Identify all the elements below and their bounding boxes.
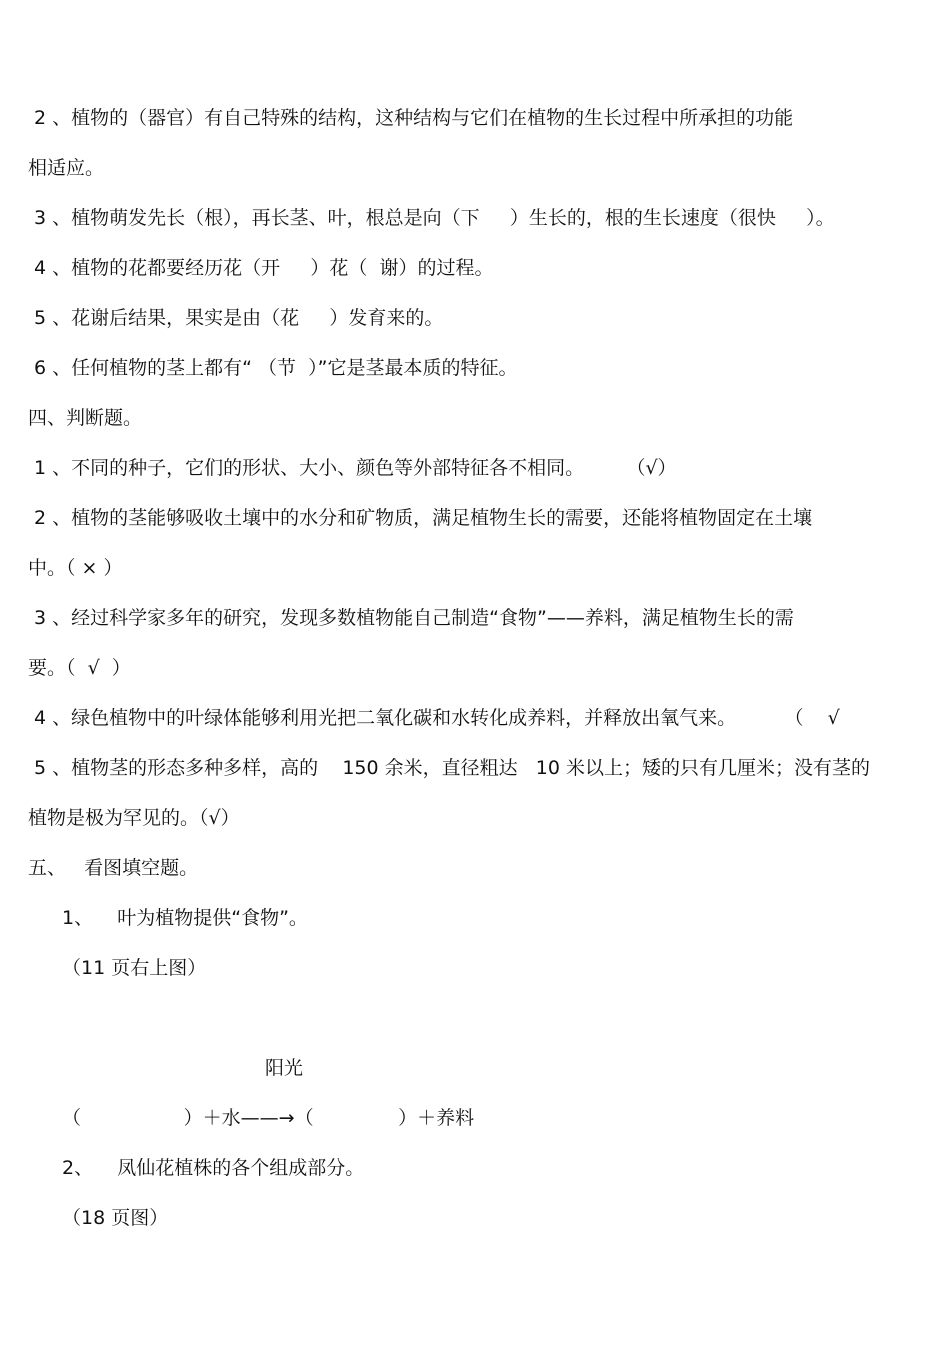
- q1-reference: （11 页右上图）: [62, 957, 207, 979]
- item-3-3: 3 、植物萌发先长（根），再长茎、叶，根总是向（下 ）生长的，根的生长速度（很快 ）。: [28, 207, 835, 229]
- item-3-4: 4 、植物的花都要经历花（开 ）花（ 谢）的过程。: [28, 257, 494, 279]
- item-4-4: 4 、绿色植物中的叶绿体能够利用光把二氧化碳和水转化成养料，并释放出氧气来。 （ √: [28, 707, 840, 729]
- item-4-5-line1: 5 、植物茎的形态多种多样，高的 150 余米，直径粗达 10 米以上；矮的只有几厘米；没有茎的: [28, 757, 870, 779]
- q2-text: 2、 凤仙花植株的各个组成部分。: [62, 1157, 365, 1179]
- item-4-2-line1: 2 、植物的茎能够吸收土壤中的水分和矿物质，满足植物生长的需要，还能将植物固定在土壤: [28, 507, 813, 529]
- item-4-3-line1: 3 、经过科学家多年的研究，发现多数植物能自己制造“食物”——养料，满足植物生长的需: [28, 607, 794, 629]
- section-4-heading: 四、判断题。: [28, 407, 143, 429]
- item-3-2-line1: 2 、植物的（器官）有自己特殊的结构，这种结构与它们在植物的生长过程中所承担的功能: [28, 107, 794, 129]
- item-3-6: 6 、任何植物的茎上都有“ （节 ）”它是茎最本质的特征。: [28, 357, 518, 379]
- item-4-5-line2: 植物是极为罕见的。（√）: [28, 807, 240, 829]
- q1-text: 1、 叶为植物提供“食物”。: [62, 907, 308, 929]
- item-4-1: 1 、不同的种子，它们的形状、大小、颜色等外部特征各不相同。 （√）: [28, 457, 677, 479]
- sunlight-label: 阳光: [265, 1057, 304, 1079]
- item-4-2-line2: 中。（ × ）: [28, 557, 123, 579]
- item-4-3-line2: 要。（ √ ）: [28, 657, 131, 679]
- item-3-5: 5 、花谢后结果，果实是由（花 ）发育来的。: [28, 307, 444, 329]
- section-5-heading: 五、 看图填空题。: [28, 857, 199, 879]
- photosynthesis-equation: （ ）＋水——→（ ）＋养料: [62, 1107, 475, 1129]
- item-3-2-line2: 相适应。: [28, 157, 105, 179]
- q2-reference: （18 页图）: [62, 1207, 169, 1229]
